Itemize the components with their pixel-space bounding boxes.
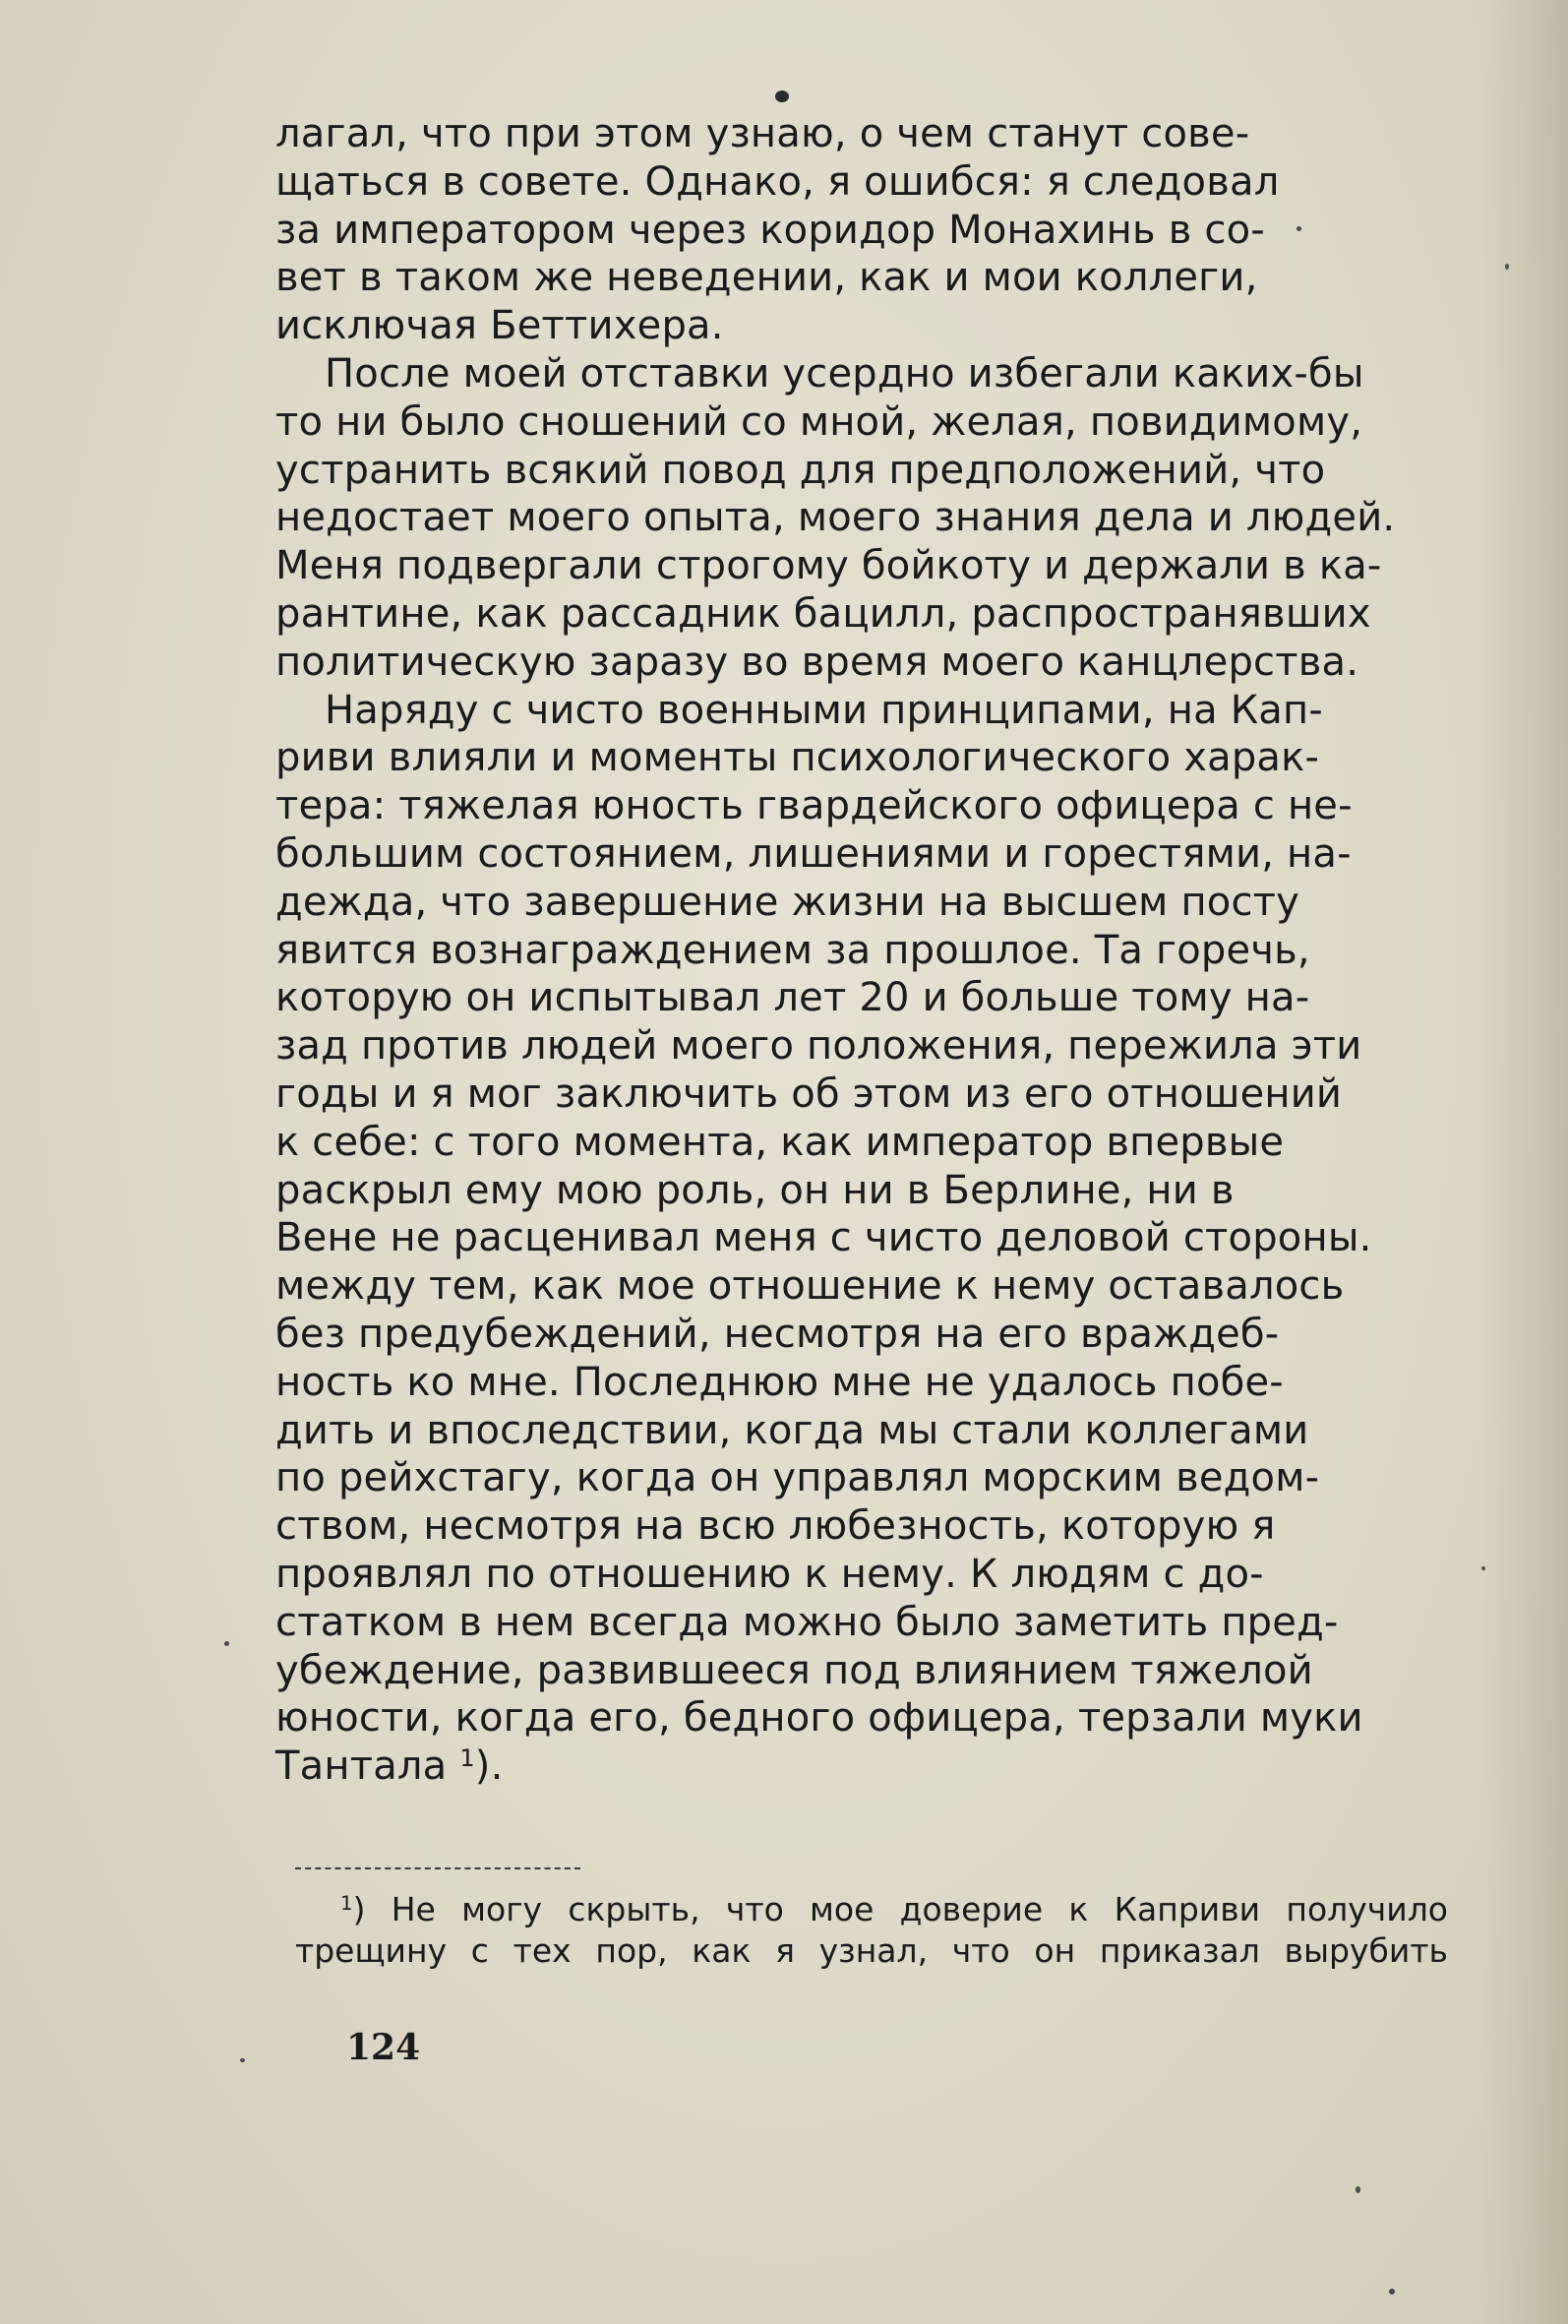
text-line: по рейхстагу, когда он управлял морским ведом- — [275, 1455, 1320, 1501]
footnote-divider — [295, 1867, 580, 1869]
print-speck — [1505, 264, 1509, 270]
paragraph-3 — [275, 687, 1442, 1791]
text-line: дить и впоследствии, когда мы стали коллегами — [275, 1407, 1309, 1453]
text-line: ством, несмотря на всю любезность, которую я — [275, 1503, 1276, 1550]
text-line: без предубеждений, несмотря на его враждеб- — [275, 1311, 1280, 1357]
footnote-marker: 1 — [340, 1892, 353, 1916]
text-line: устранить всякий повод для предположений, что — [275, 447, 1326, 493]
text-line: то ни было сношений со мной, желая, повидимому, — [275, 398, 1363, 445]
last-line-tail: ). — [474, 1743, 504, 1790]
text-line: раскрыл ему мою роль, он ни в Берлине, ни в — [275, 1167, 1235, 1213]
print-speck — [1389, 2289, 1395, 2294]
text-line: большим состоянием, лишениями и горестями, на- — [275, 830, 1352, 877]
footnote-line-2: трещину с тех пор, как я узнал, что он приказал вырубить — [295, 1931, 1448, 1970]
text-line: явится вознаграждением за прошлое. Та горечь, — [275, 927, 1310, 973]
paragraph-2 — [275, 350, 1442, 687]
paragraph-1 — [275, 110, 1442, 350]
print-speck — [224, 1641, 229, 1646]
text-line: тера: тяжелая юность гвардейского офицера с не- — [275, 783, 1353, 829]
last-line-text: Тантала — [275, 1743, 448, 1790]
footnote-line-1 — [295, 1889, 1448, 1930]
footnote-text-1: ) Не могу скрыть, что мое доверие к Каприви получило — [352, 1890, 1448, 1928]
text-line: риви влияли и моменты психологического харак- — [275, 735, 1320, 781]
text-line: Наряду с чисто военными принципами, на Кап- — [325, 687, 1323, 733]
text-line: щаться в совете. Однако, я ошибся: я следовал — [275, 158, 1280, 205]
text-line: которую он испытывал лет 20 и больше тому на- — [275, 975, 1310, 1021]
page-number: 124 — [346, 2027, 421, 2068]
text-line: между тем, как мое отношение к нему оставалось — [275, 1263, 1345, 1310]
text-line: вет в таком же неведении, как и мои коллеги, — [275, 255, 1258, 301]
print-speck — [1356, 2186, 1360, 2193]
print-speck — [240, 2058, 245, 2062]
text-line: рантине, как рассадник бацилл, распространявших — [275, 590, 1371, 637]
footnote — [295, 1889, 1448, 1972]
text-line: исключая Беттихера. — [275, 303, 724, 349]
main-text — [275, 110, 1442, 1791]
text-line: за императором через коридор Монахинь в со- — [275, 207, 1265, 253]
ink-mark — [775, 91, 789, 102]
text-line: зад против людей моего положения, пережила эти — [275, 1023, 1362, 1070]
text-line: ность ко мне. Последнюю мне не удалось побе- — [275, 1359, 1284, 1405]
text-line: проявлял по отношению к нему. К людям с до- — [275, 1551, 1264, 1597]
text-line: дежда, что завершение жизни на высшем посту — [275, 879, 1300, 925]
text-line: юности, когда его, бедного офицера, терзали муки — [275, 1695, 1363, 1742]
footnote-ref[interactable]: 1 — [459, 1743, 475, 1772]
text-line-last — [275, 1743, 504, 1789]
text-line: к себе: с того момента, как император впервые — [275, 1119, 1285, 1165]
text-line: годы и я мог заключить об этом из его отношений — [275, 1070, 1343, 1117]
text-line: политическую заразу во время моего канцлерства. — [275, 639, 1359, 685]
print-speck — [1481, 1566, 1485, 1570]
text-line: После моей отставки усердно избегали каких-бы — [325, 350, 1364, 397]
text-line: статком в нем всегда можно было заметить пред- — [275, 1599, 1339, 1645]
text-line: Вене не расценивал меня с чисто деловой стороны. — [275, 1215, 1372, 1261]
text-line: Меня подвергали строгому бойкоту и держали в ка- — [275, 543, 1382, 589]
text-line: убеждение, развившееся под влиянием тяжелой — [275, 1647, 1313, 1693]
text-line: недостает моего опыта, моего знания дела и людей. — [275, 495, 1396, 541]
print-speck — [1297, 226, 1301, 231]
text-line: лагал, что при этом узнаю, о чем станут сове- — [275, 111, 1250, 156]
